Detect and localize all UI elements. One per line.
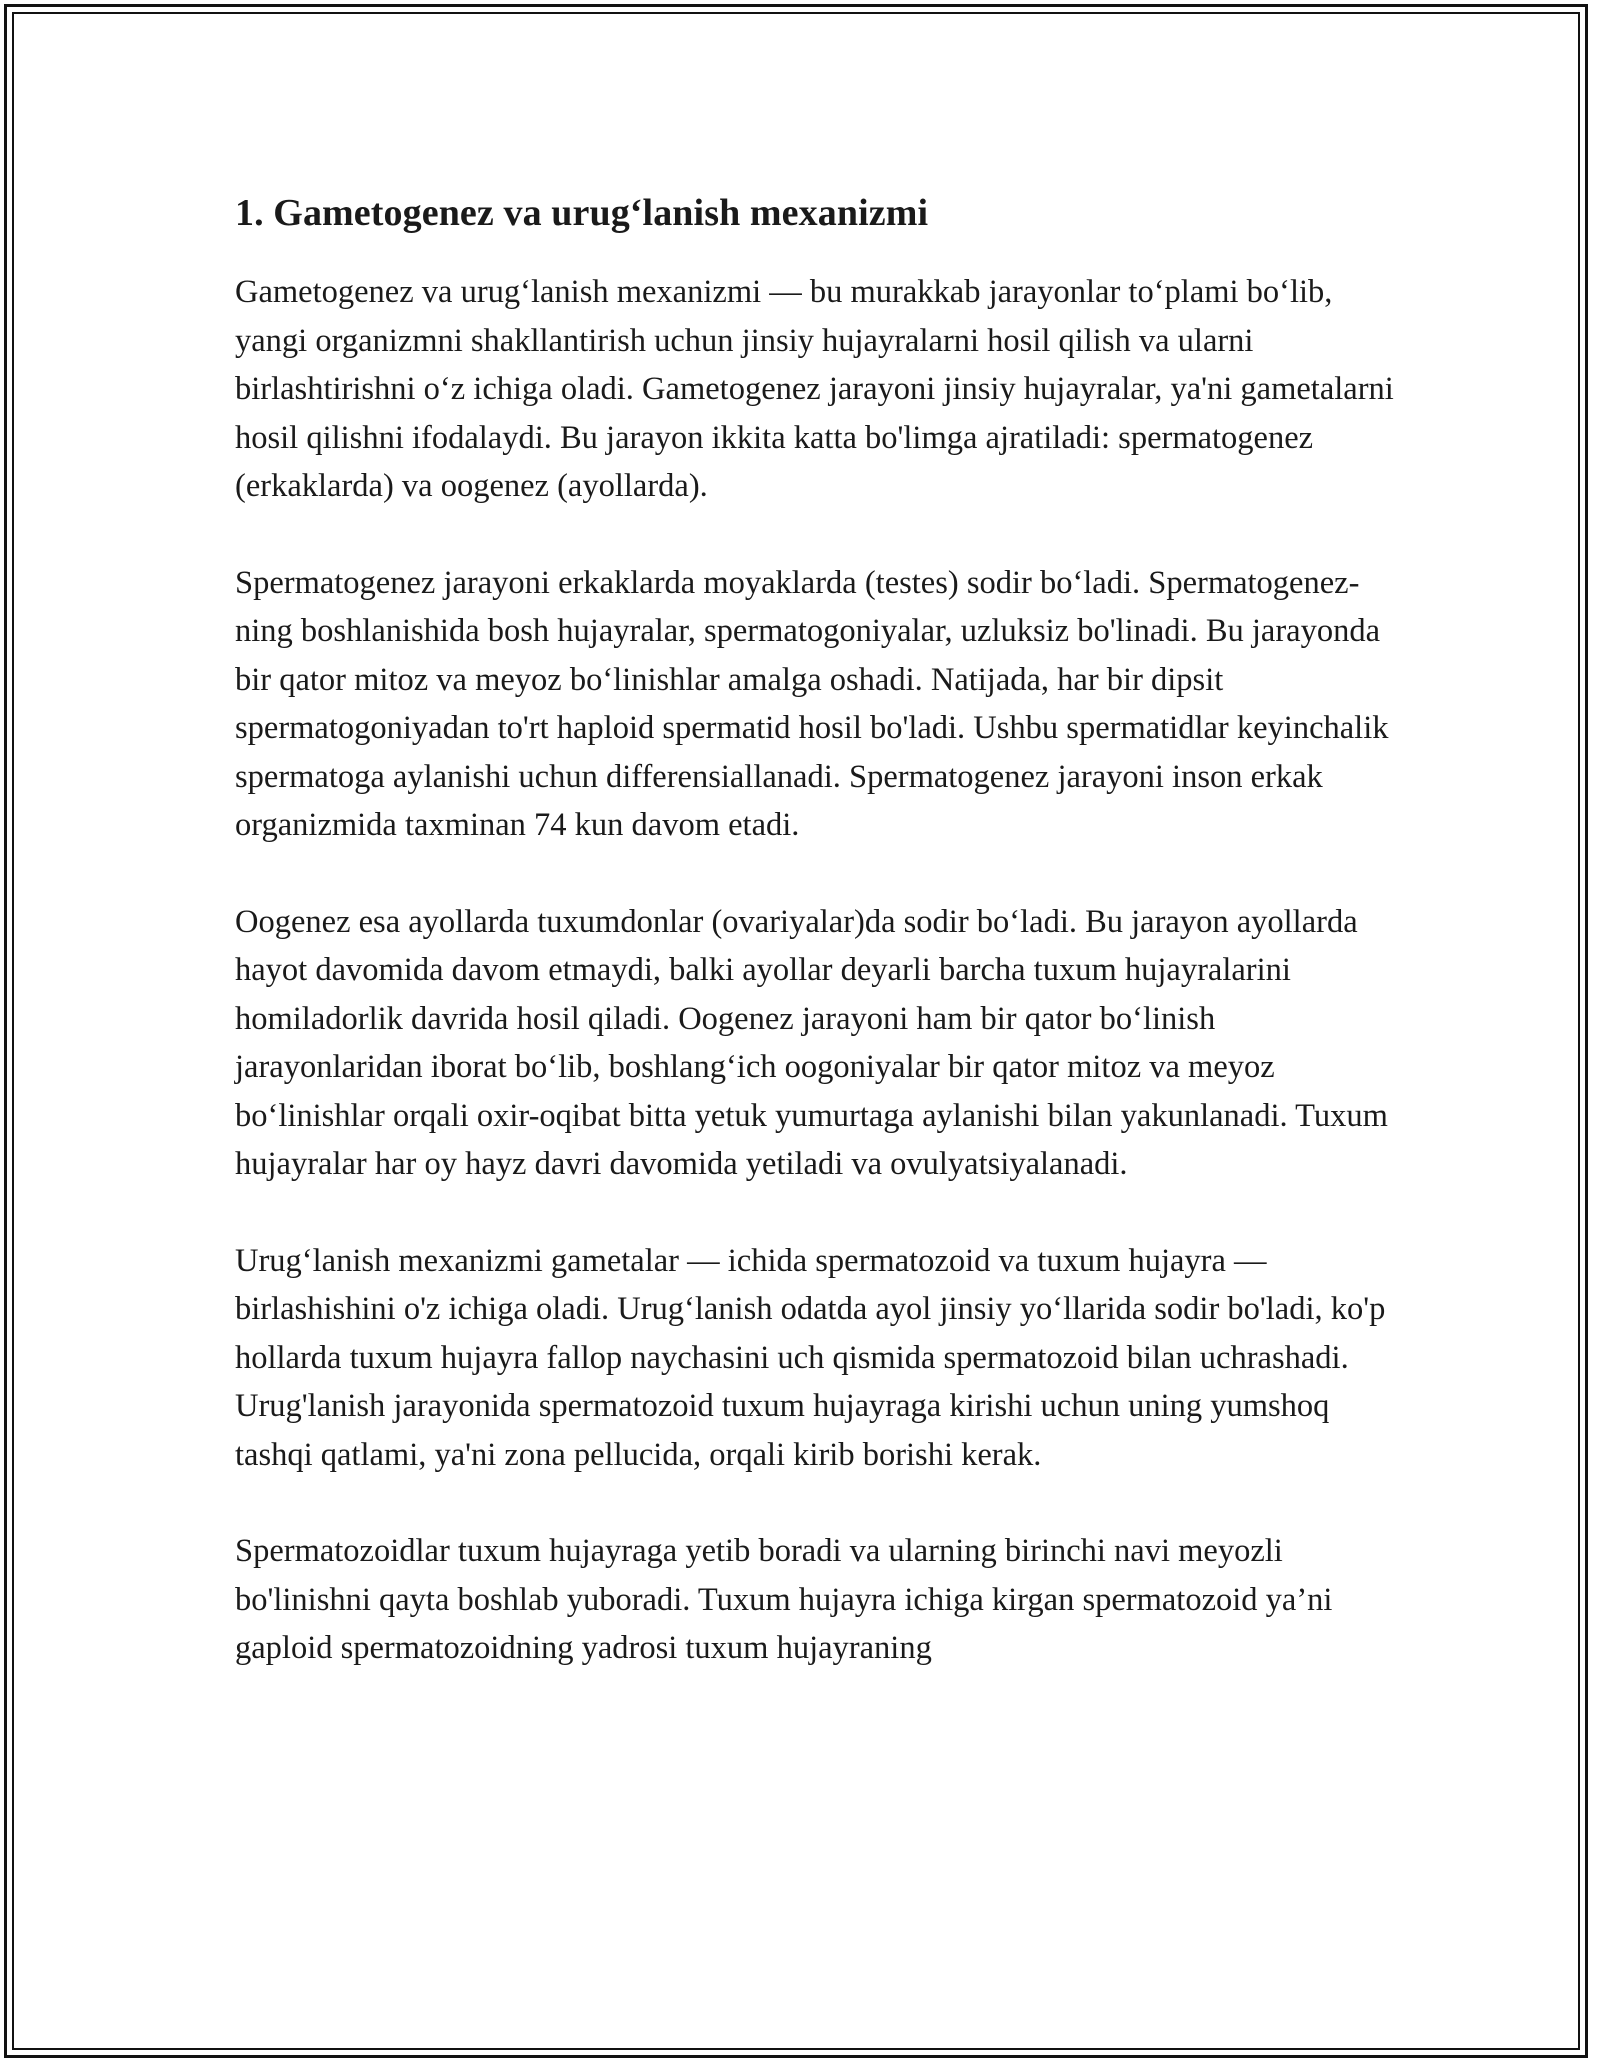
paragraph-spermatozoa-entry: Spermatozoidlar tuxum hujayraga yetib boradi va ularning birinchi navi meyozli bo'linishni qayta boshlab yuboradi. Tuxum hujayra ichiga kirgan spermatozoid ya’ni gaploid spermatozoidning yadrosi tuxum hujayraning xyxy=(235,1533,1333,1666)
section-title: 1. Gametogenez va urug‘lanish mexanizmi xyxy=(235,192,929,234)
paragraph-gametogenesis-intro: Gametogenez va urug‘lanish mexanizmi — bu murakkab jarayonlar to‘plami bo‘lib, yangi organizmni shakllantirish uchun jinsiy hujayralarni hosil qilish va ularni birlashtirishni o‘z ichiga oladi. Gametogenez jarayoni jinsiy hujayralar, ya'ni gametalarni hosil qilishni ifodalaydi. Bu jarayon ikkita katta bo'limga ajratiladi: spermatogenez (erkaklarda) va oogenez (ayollarda). xyxy=(235,274,1394,504)
paragraph-spermatogenesis: Spermatogenez jarayoni erkaklarda moyaklarda (testes) sodir bo‘ladi. Spermatogenez-ning boshlanishida bosh hujayralar, spermatogoniyalar, uzluksiz bo'linadi. Bu jarayonda bir qator mitoz va meyoz bo‘linishlar amalga oshadi. Natijada, har bir dipsit spermatogoniyadan to'rt haploid spermatid hosil bo'ladi. Ushbu spermatidlar keyinchalik spermatoga aylanishi uchun differensiallanadi. Spermatogenez jarayoni inson erkak organizmida taxminan 74 kun davom etadi. xyxy=(235,564,1389,843)
document-body xyxy=(235,186,1395,1721)
paragraph-oogenesis: Oogenez esa ayollarda tuxumdonlar (ovariyalar)da sodir bo‘ladi. Bu jarayon ayollarda hayot davomida davom etmaydi, balki ayollar deyarli barcha tuxum hujayralarini homiladorlik davrida hosil qiladi. Oogenez jarayoni ham bir qator bo‘linish jarayonlaridan iborat bo‘lib, boshlang‘ich oogoniyalar bir qator mitoz va meyoz bo‘linishlar orqali oxir-oqibat bitta yetuk yumurtaga aylanishi bilan yakunlanadi. Tuxum hujayralar har oy hayz davri davomida yetiladi va ovulyatsiyalanadi. xyxy=(235,903,1388,1182)
paragraph-fertilization-mechanism: Urug‘lanish mexanizmi gametalar — ichida spermatozoid va tuxum hujayra — birlashishini o'z ichiga oladi. Urug‘lanish odatda ayol jinsiy yo‘llarida sodir bo'ladi, ko'p hollarda tuxum hujayra fallop naychasini uch qismida spermatozoid bilan uchrashadi. Urug'lanish jarayonida spermatozoid tuxum hujayraga kirishi uchun uning yumshoq tashqi qatlami, ya'ni zona pellucida, orqali kirib borishi kerak. xyxy=(235,1242,1386,1473)
